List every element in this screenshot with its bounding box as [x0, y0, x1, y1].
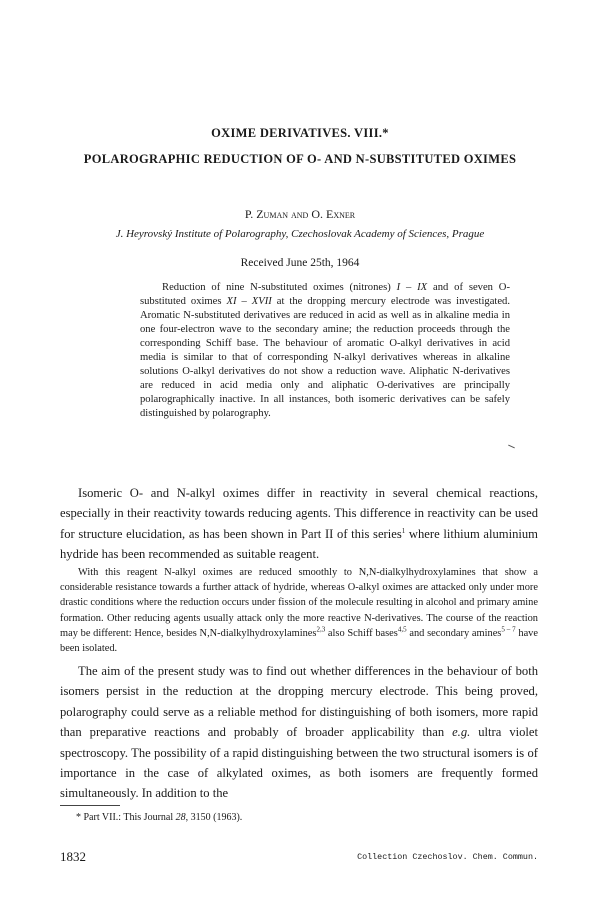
footnote — [76, 812, 536, 823]
footnote-rule — [60, 805, 120, 806]
body-text: also Schiff bases — [325, 627, 398, 639]
body-text: where lithium aluminium hydride has been recommended as suitable reagent. — [60, 526, 538, 562]
abstract-part-1: Reduction of nine N-substituted oximes (nitrones) — [162, 282, 391, 293]
body-paragraph-3 — [60, 661, 538, 804]
reference-marker: 1 — [401, 526, 406, 535]
body-paragraph-1 — [60, 483, 538, 565]
body-text-italic: e.g. — [452, 725, 471, 740]
footnote-text: , 3150 (1963). — [185, 812, 243, 823]
stray-mark — [508, 445, 515, 449]
page-number: 1832 — [60, 849, 86, 864]
affiliation: J. Heyrovský Institute of Polarography, Czechoslovak Academy of Sciences, Prague — [115, 228, 485, 240]
abstract-range-2: XI – XVII — [226, 296, 272, 308]
abstract-part-2: and of seven O-substituted oximes — [140, 282, 510, 308]
received-date: Received June 25th, 1964 — [240, 257, 360, 269]
body-text: The aim of the present study was to find out whether differences in the behaviour of both isomers persist in the reduction at the dropping mercury electrode. This being proved, polarography could serve as a reliable method for distinguishing of both isomers, more rapid than preparative reactions and probably of broader applicability than — [60, 664, 538, 740]
body-text: ultra violet spectroscopy. The possibility of a rapid distinguishing between the two structural isomers is of importance in the case of alkylated oximes, as both isomers are frequently formed simultaneously. In addition to the — [60, 725, 538, 801]
footnote-text: Part VII.: This Journal — [83, 812, 176, 823]
abstract — [140, 281, 510, 421]
reference-marker: 2,3 — [316, 625, 326, 634]
reference-marker: 4,5 — [397, 625, 407, 634]
series-title: OXIME DERIVATIVES. VIII.* — [211, 126, 389, 140]
authors: P. Zuman and O. Exner — [244, 207, 356, 221]
body-text: With this reagent N-alkyl oximes are reduced smoothly to N,N-dialkylhydroxylamines that show a considerable resistance towards a further attack of hydride, whereas O-alkyl oximes are attacked only under more drastic conditions where the reduction occurs under fission of the molecule resulting in alcohol and primary amine formation. Other reducing agents usually attack only the more reactive N-derivatives. The course of the reaction may be different: Hence, besides N,N-dialkylhydroxylamines — [60, 567, 538, 639]
footnote-volume: 28 — [175, 812, 186, 823]
body-text: Isomeric O- and N-alkyl oximes differ in reactivity in several chemical reactions, especially in their reactivity towards reducing agents. This difference in reactivity can be used for structure elucidation, as has been shown in Part II of this series — [60, 486, 538, 541]
footnote-mark: * — [76, 812, 81, 823]
body-paragraph-2 — [60, 565, 538, 656]
reference-marker: 5 – 7 — [501, 625, 516, 634]
article-title: POLAROGRAPHIC REDUCTION OF O- AND N-SUBSTITUTED OXIMES — [83, 152, 517, 166]
abstract-range-1: I – IX — [396, 282, 428, 293]
journal-name: Collection Czechoslov. Chem. Commun. — [357, 852, 538, 862]
abstract-part-3: at the dropping mercury electrode was investigated. Aromatic N-substituted derivatives are reduced in acid as well as in alkaline media in one four-electron wave to the secondary amine; the reduction proceeds through the corresponding Schiff base. The behaviour of aromatic O-alkyl derivatives in acid media is similar to that of corresponding N-alkyl derivatives whereas in alkaline solutions O-alkyl derivatives do not show a reduction wave. Aliphatic N-derivatives are reduced in acid media only and aliphatic O-derivatives are principally polarographically inactive. In all instances, both isomeric derivatives can be safely distinguished by polarography. — [140, 296, 511, 420]
body-text: have been isolated. — [60, 627, 538, 655]
body-text: and secondary amines — [406, 627, 502, 639]
